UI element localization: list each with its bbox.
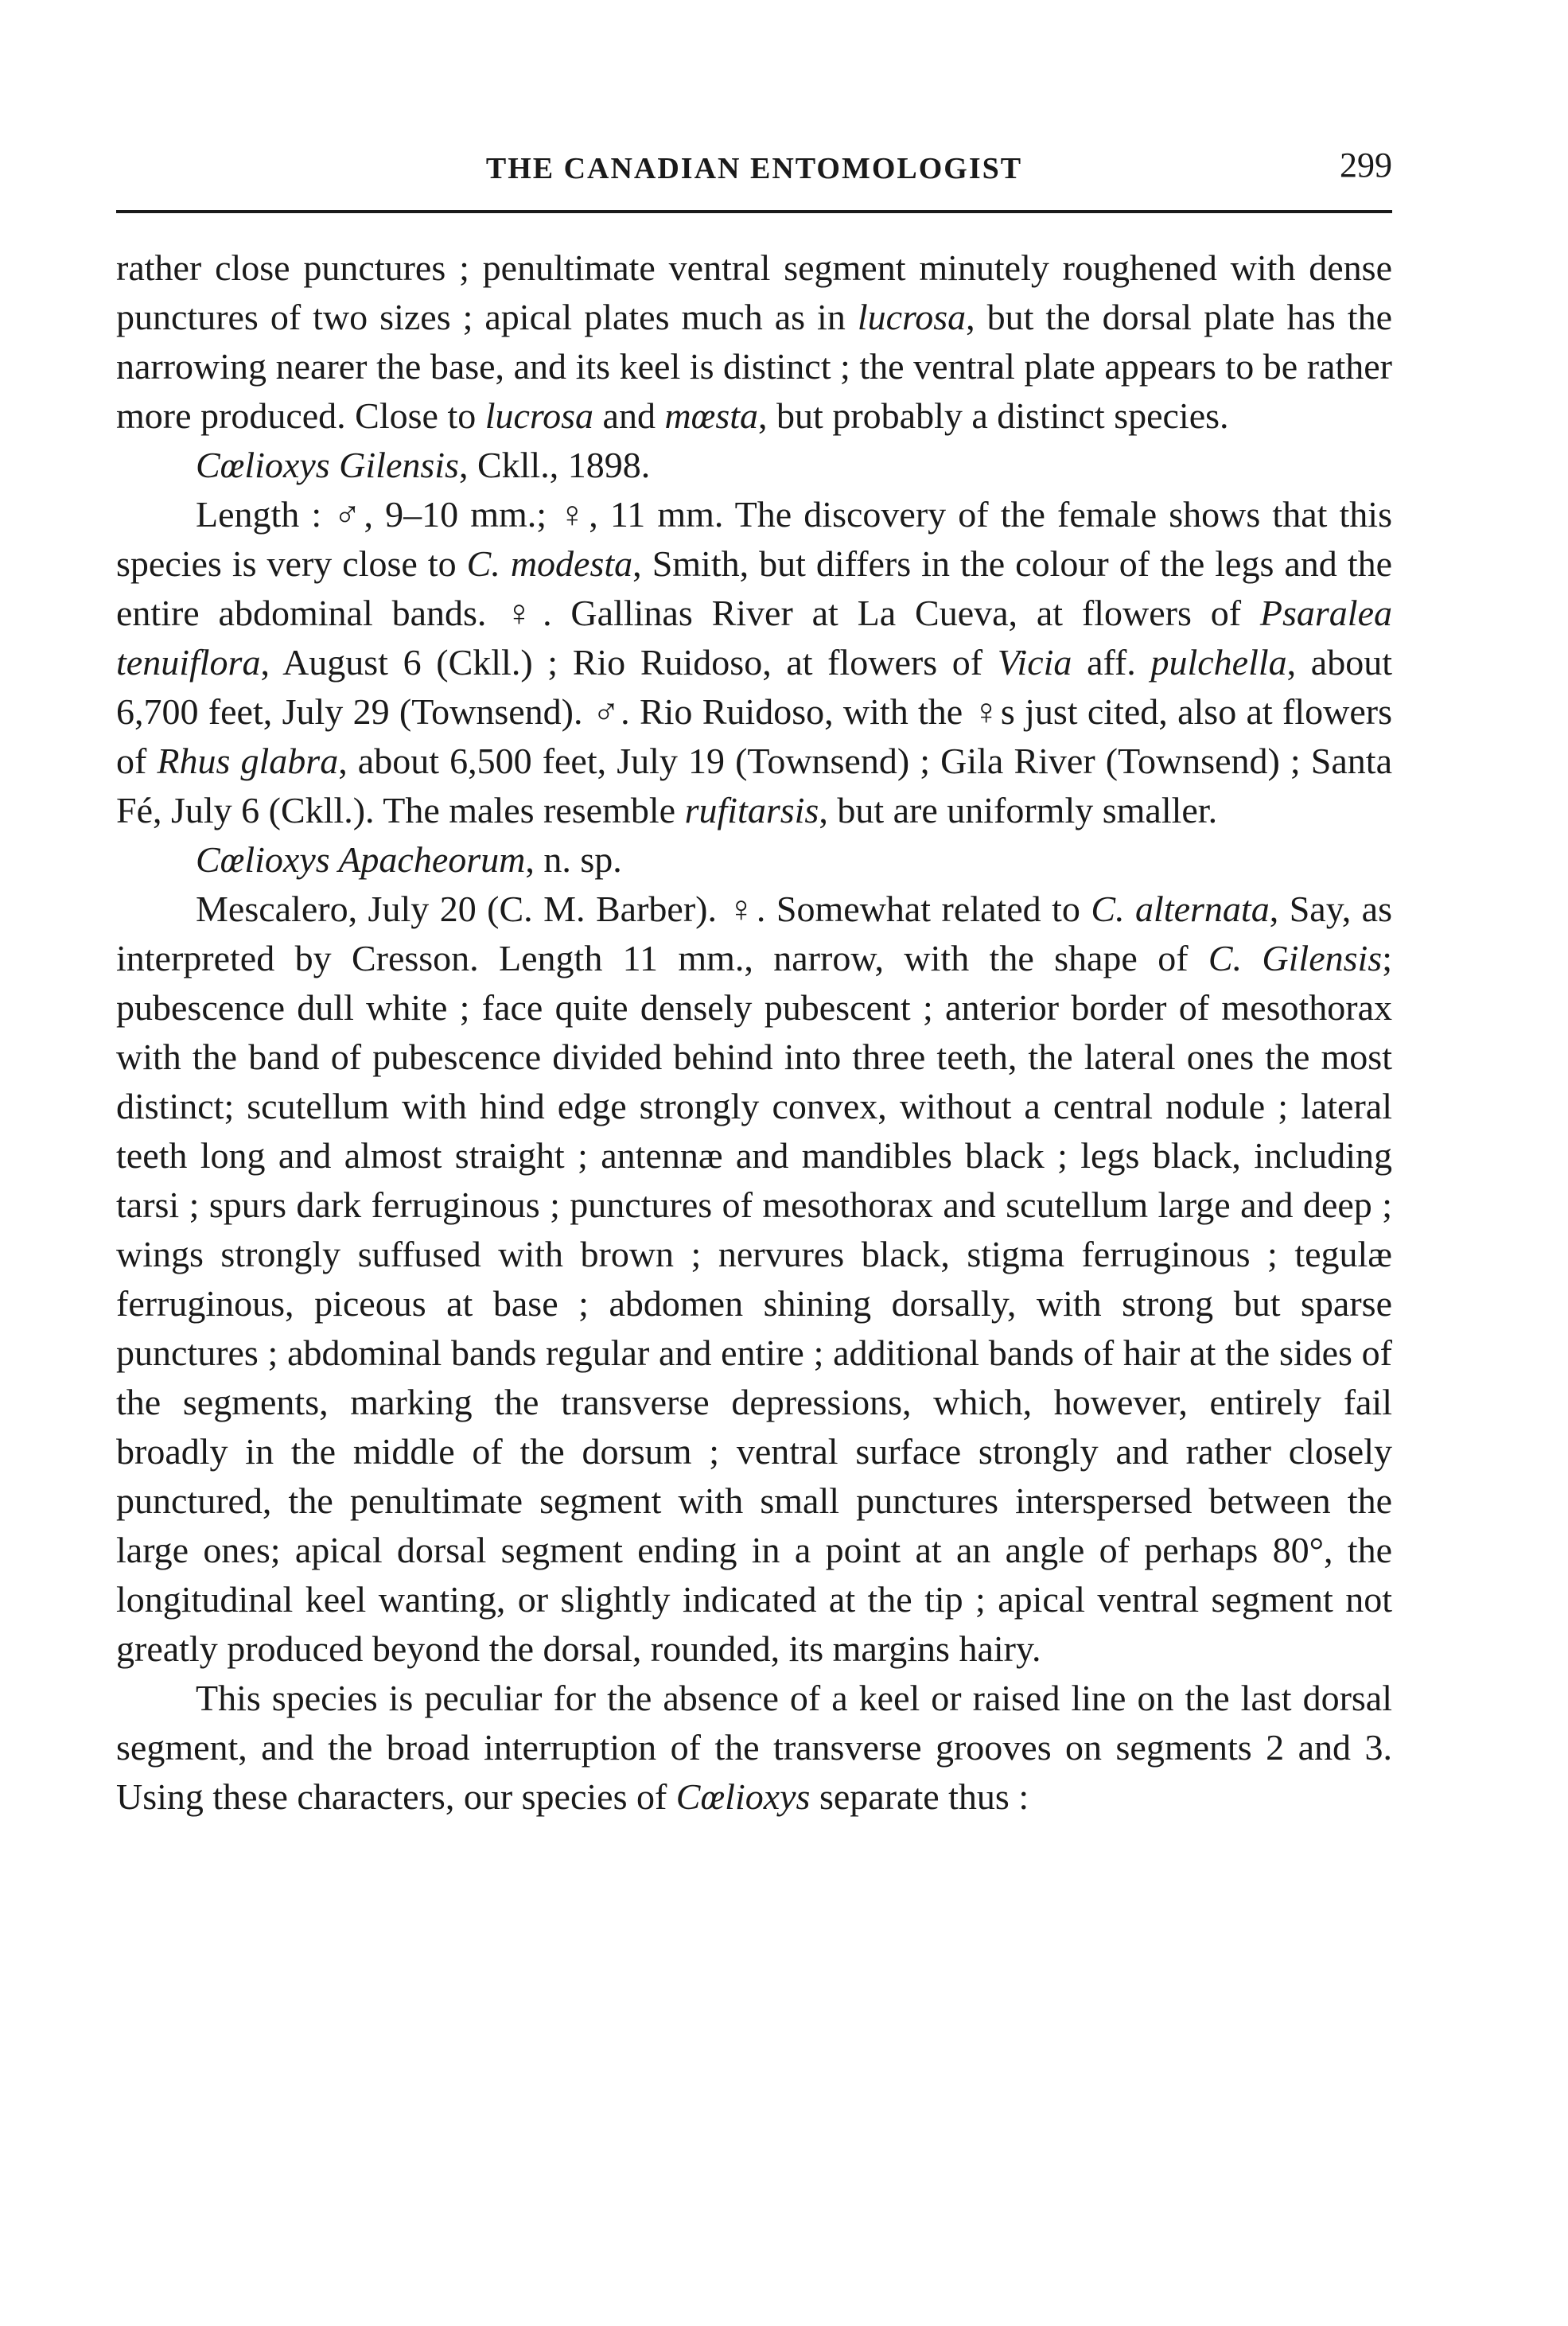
text-run: , but the dorsal plate has the narrowing nearer the base, and its keel is distinct ; the ventral plate appears to be rather more produced. Close to (116, 297, 1392, 436)
italic-text-run: Rhus glabra (157, 741, 339, 781)
article-body (116, 243, 1392, 1822)
text-run: , Smith, but differs in the colour of the legs and the entire abdominal bands. ♀. Gallinas River at La Cueva, at flowers of (116, 543, 1393, 633)
text-run: , Ckll., 1898. (458, 445, 651, 485)
italic-text-run: mœsta (664, 395, 759, 436)
text-run: Mescalero, July 20 (C. M. Barber). ♀. Somewhat related to (196, 889, 1091, 929)
italic-text-run: pulchella (1150, 642, 1287, 683)
text-run: and (593, 395, 665, 436)
document-page (116, 135, 1392, 1822)
paragraph-continued (116, 243, 1392, 441)
text-run: , n. sp. (525, 839, 622, 880)
species-heading-gilensis (116, 441, 1392, 490)
italic-text-run: C. Gilensis (1208, 938, 1383, 978)
text-run: aff. (1072, 642, 1151, 683)
text-run: , but probably a distinct species. (758, 395, 1229, 436)
italic-text-run: lucrosa (857, 297, 967, 337)
text-run: rather close punctures ; penultimate ventral segment minutely roughened with dense punctures of two sizes ; apical plates much as in (116, 247, 1392, 337)
paragraph-key-intro (116, 1674, 1392, 1822)
italic-text-run: Cœlioxys Gilensis (196, 445, 459, 485)
page-number: 299 (1340, 146, 1392, 185)
text-run: This species is peculiar for the absence of a keel or raised line on the last dorsal segment, and the broad interruption of the transverse grooves on segments 2 and 3. Using these characters, our species of (116, 1678, 1392, 1817)
italic-text-run: Vicia (997, 642, 1072, 683)
italic-text-run: Psaralea tenuiflora (116, 593, 1392, 683)
text-run: Length : ♂, 9–10 mm.; ♀, 11 mm. The discovery of the female shows that this species is very close to (116, 494, 1392, 584)
journal-title: THE CANADIAN ENTOMOLOGIST (485, 152, 1023, 185)
italic-text-run: Cœlioxys Apacheorum (196, 839, 526, 880)
text-run: , about 6,700 feet, July 29 (Townsend). ♂. Rio Ruidoso, with the ♀s just cited, also at flowers of (116, 642, 1392, 781)
italic-text-run: rufitarsis (684, 790, 819, 830)
italic-text-run: lucrosa (484, 395, 594, 436)
italic-text-run: C. modesta (466, 543, 633, 584)
text-run: , about 6,500 feet, July 19 (Townsend) ; Gila River (Townsend) ; Santa Fé, July 6 (Ckll.). The males resemble (116, 741, 1392, 830)
species-heading-apacheorum (116, 835, 1392, 885)
text-run: , August 6 (Ckll.) ; Rio Ruidoso, at flowers of (260, 642, 998, 683)
header-rule (116, 210, 1392, 213)
paragraph-apacheorum-description (116, 885, 1392, 1674)
paragraph-gilensis-description (116, 490, 1392, 835)
text-run: , Say, as interpreted by Cresson. Length 11 mm., narrow, with the shape of (116, 889, 1392, 978)
text-run: ; pubescence dull white ; face quite densely pubescent ; anterior border of mesothorax with the band of pubescence divided behind into three teeth, the lateral ones the most distinct; scutellum with hind edge strongly convex, without a central nodule ; lateral teeth long and almost straight ; antennæ and mandibles black ; legs black, including tarsi ; spurs dark ferruginous ; punctures of mesothorax and scutellum large and deep ; wings strongly suffused with brown ; nervures black, stigma ferruginous ; tegulæ ferruginous, piceous at base ; abdomen shining dorsally, with strong but sparse punctures ; abdominal bands regular and entire ; additional bands of hair at the sides of the segments, marking the transverse depressions, which, however, entirely fail broadly in the middle of the dorsum ; ventral surface strongly and rather closely punctured, the penultimate segment with small punctures interspersed between the large ones; apical dorsal segment ending in a point at an angle of perhaps 80°, the longitudinal keel wanting, or slightly indicated at the tip ; apical ventral segment not greatly produced beyond the dorsal, rounded, its margins hairy. (116, 938, 1392, 1669)
italic-text-run: Cœlioxys (675, 1776, 811, 1817)
text-run: , but are uniformly smaller. (819, 790, 1218, 830)
text-run: separate thus : (810, 1776, 1029, 1817)
italic-text-run: C. alternata (1091, 889, 1270, 929)
running-head (116, 135, 1392, 183)
